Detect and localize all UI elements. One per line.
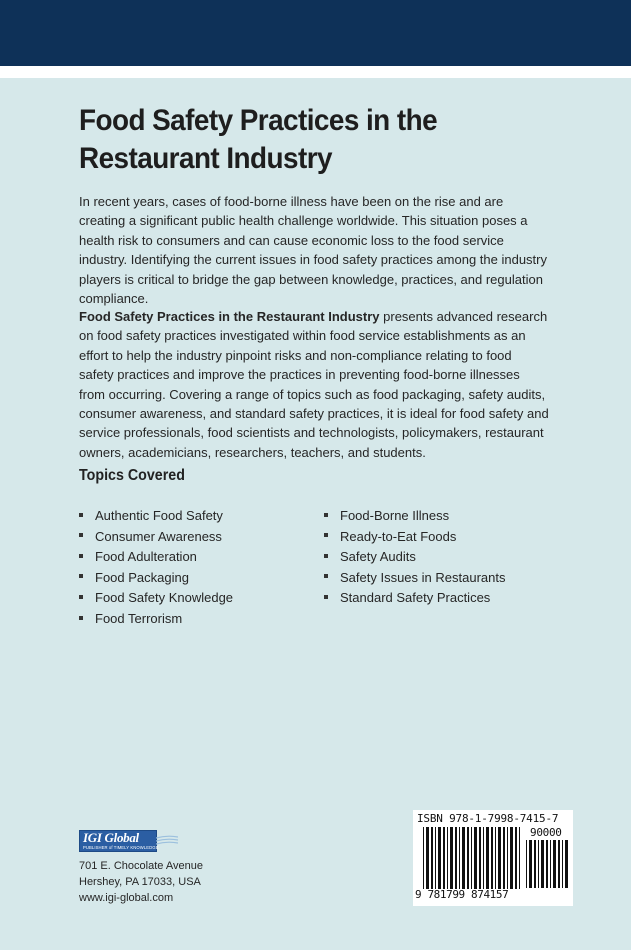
bullet-icon <box>324 513 328 517</box>
topic-item <box>324 568 505 589</box>
barcode-bar <box>467 827 469 889</box>
barcode-bar <box>529 840 532 888</box>
barcode-bar <box>423 827 424 889</box>
topics-heading: Topics Covered <box>79 467 185 484</box>
bullet-icon <box>79 513 83 517</box>
bullet-icon <box>79 533 83 537</box>
barcode-bar <box>515 827 517 889</box>
barcode-bar <box>486 827 489 889</box>
topic-item <box>324 506 505 527</box>
topic-label: Consumer Awareness <box>95 528 222 544</box>
logo-swoosh-icon <box>156 833 178 849</box>
barcode-bar <box>483 827 484 889</box>
bullet-icon <box>79 554 83 558</box>
isbn-label: ISBN 978-1-7998-7415-7 <box>417 812 559 825</box>
barcode-bar <box>479 827 481 889</box>
barcode-bar <box>443 827 445 889</box>
barcode-bar <box>471 827 472 889</box>
topic-item <box>79 506 233 527</box>
bullet-icon <box>324 554 328 558</box>
barcode-bar <box>558 840 560 888</box>
topic-item <box>79 609 233 630</box>
barcode-bar <box>498 827 501 889</box>
barcode-bar <box>565 840 568 888</box>
topic-item <box>324 527 505 548</box>
publisher-website: www.igi-global.com <box>79 892 174 904</box>
topic-label: Food Packaging <box>95 569 189 585</box>
topics-list-right <box>324 506 505 609</box>
barcode-bar <box>491 827 493 889</box>
barcode-bar <box>503 827 505 889</box>
topic-item <box>79 547 233 568</box>
top-color-band <box>0 0 631 66</box>
barcode-bar <box>426 827 429 889</box>
barcode-bar <box>546 840 548 888</box>
address-line-1: 701 E. Chocolate Avenue <box>79 860 203 872</box>
description-paragraph-1: In recent years, cases of food-borne illness have been on the rise and are creating a significant public health challenge worldwide. This situation poses a health risk to consumers and can cause economic loss to the food service industry. Identifying the current issues in food safety practices among the industry players is critical to bridge the gap between knowledge, practices, and regulation compliance. <box>79 194 547 307</box>
topics-list-left <box>79 506 233 630</box>
barcode-digits: 9 781799 874157 <box>415 888 509 901</box>
barcode-bar <box>462 827 465 889</box>
description-paragraph-2 <box>79 307 549 462</box>
topic-label: Safety Audits <box>340 549 416 565</box>
book-title-inline: Food Safety Practices in the Restaurant Industry <box>79 309 380 324</box>
description-paragraph-2-text: presents advanced research on food safety practices investigated within food service establishments as an effort to help the industry pinpoint risks and non-compliance relating to food safety practices and improve the practices in preventing food-borne illnesses from occurring. Covering a range of topics such as food packaging, safety audits, consumer awareness, and standard safety practices, it is ideal for food safety and service professionals, food scientists and technologists, policymakers, restaurant owners, academicians, researchers, teachers, and students. <box>79 309 549 460</box>
barcode-bar <box>431 827 433 889</box>
bullet-icon <box>324 595 328 599</box>
igi-global-logo <box>79 830 157 852</box>
barcode-bar <box>455 827 457 889</box>
barcode-bars-main <box>423 827 523 889</box>
barcode-bar <box>526 840 527 888</box>
topic-item <box>324 547 505 568</box>
book-title: Food Safety Practices in the Restaurant Industry <box>79 104 438 175</box>
bullet-icon <box>79 616 83 620</box>
topic-label: Standard Safety Practices <box>340 590 491 606</box>
bullet-icon <box>79 574 83 578</box>
barcode-bar <box>510 827 513 889</box>
topic-label: Authentic Food Safety <box>95 508 223 523</box>
barcode-bar <box>474 827 477 889</box>
barcode-bar <box>562 840 563 888</box>
barcode-bar <box>507 827 508 889</box>
logo-wordmark: IGI Global <box>83 830 139 845</box>
barcode-bar <box>438 827 441 889</box>
topic-item <box>79 527 233 548</box>
barcode-bar <box>538 840 539 888</box>
bullet-icon <box>79 595 83 599</box>
barcode-bar <box>459 827 460 889</box>
barcode-bar <box>450 827 453 889</box>
topic-item <box>79 568 233 589</box>
barcode-bar <box>435 827 436 889</box>
barcode-addon-label: 90000 <box>530 826 562 839</box>
topic-item <box>324 588 505 609</box>
topic-label: Safety Issues in Restaurants <box>340 569 506 585</box>
address-line-2: Hershey, PA 17033, USA <box>79 876 201 888</box>
isbn-barcode <box>413 810 573 906</box>
topic-label: Food Safety Knowledge <box>95 590 234 606</box>
barcode-bar <box>519 827 520 889</box>
barcode-bar <box>550 840 551 888</box>
barcode-bar <box>541 840 544 888</box>
topic-label: Ready-to-Eat Foods <box>340 528 457 544</box>
barcode-bars-addon <box>526 840 570 888</box>
barcode-bar <box>534 840 536 888</box>
topic-label: Food-Borne Illness <box>340 508 450 523</box>
topic-item <box>79 588 233 609</box>
white-divider-strip <box>0 66 631 78</box>
publisher-address <box>79 858 203 906</box>
topic-label: Food Adulteration <box>95 549 197 565</box>
barcode-bar <box>495 827 496 889</box>
logo-tagline: PUBLISHER of TIMELY KNOWLEDGE <box>83 845 159 850</box>
bullet-icon <box>324 574 328 578</box>
barcode-bar <box>447 827 448 889</box>
barcode-bar <box>553 840 556 888</box>
bullet-icon <box>324 533 328 537</box>
topic-label: Food Terrorism <box>95 610 183 626</box>
